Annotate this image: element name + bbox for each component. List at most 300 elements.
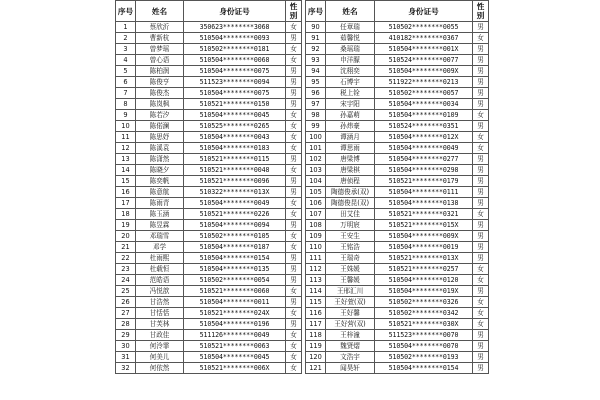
cell-gender: 女 [286, 242, 302, 253]
table-row [116, 220, 302, 231]
cell-id: 510521********0150 [184, 99, 286, 110]
cell-gender: 女 [286, 121, 302, 132]
cell-name: 孙嘉萌 [326, 110, 375, 121]
cell-seq: 116 [306, 308, 326, 319]
cell-id: 510504********0045 [184, 352, 286, 363]
cell-name: 闻昊轩 [326, 363, 375, 374]
cell-name: 何美儿 [136, 352, 184, 363]
cell-id: 510504********0154 [375, 363, 473, 374]
cell-gender: 男 [286, 154, 302, 165]
cell-name: 王好营(双) [326, 319, 375, 330]
cell-name: 沈栩奕 [326, 66, 375, 77]
cell-seq: 102 [306, 154, 326, 165]
cell-name: 曾心语 [136, 55, 184, 66]
cell-gender: 女 [286, 363, 302, 374]
cell-seq: 93 [306, 55, 326, 66]
cell-name: 宋宇阳 [326, 99, 375, 110]
table-row [116, 330, 302, 341]
cell-seq: 121 [306, 363, 326, 374]
cell-name: 陈溪袁 [136, 143, 184, 154]
cell-seq: 14 [116, 165, 136, 176]
cell-id: 511523********0070 [375, 330, 473, 341]
cell-gender: 男 [286, 253, 302, 264]
cell-id: 510521********024X [184, 308, 286, 319]
cell-id: 510322********013X [184, 187, 286, 198]
cell-seq: 96 [306, 88, 326, 99]
cell-name: 何泠霏 [136, 341, 184, 352]
cell-seq: 105 [306, 187, 326, 198]
cell-name: 唐梁博 [326, 154, 375, 165]
cell-seq: 19 [116, 220, 136, 231]
cell-seq: 117 [306, 319, 326, 330]
cell-name: 杜载恒 [136, 264, 184, 275]
cell-gender: 女 [473, 319, 489, 330]
cell-name: 陈玉涵 [136, 209, 184, 220]
header-row [116, 1, 302, 22]
cell-seq: 27 [116, 308, 136, 319]
cell-seq: 110 [306, 242, 326, 253]
table-row [306, 242, 489, 253]
cell-name: 王好馨 [326, 308, 375, 319]
cell-id: 510502********0193 [375, 352, 473, 363]
cell-seq: 1 [116, 22, 136, 33]
cell-id: 510502********0105 [184, 231, 286, 242]
cell-gender: 女 [473, 275, 489, 286]
header-gender: 性别 [473, 1, 489, 22]
table-row [116, 275, 302, 286]
cell-id: 510504********0043 [184, 132, 286, 143]
header-name: 姓名 [136, 1, 184, 22]
cell-seq: 95 [306, 77, 326, 88]
table-row [306, 319, 489, 330]
table-row [306, 253, 489, 264]
cell-id: 510504********0011 [184, 297, 286, 308]
cell-id: 510504********0111 [375, 187, 473, 198]
cell-seq: 26 [116, 297, 136, 308]
cell-id: 511523********0094 [184, 77, 286, 88]
cell-id: 510504********0138 [375, 198, 473, 209]
header-name: 姓名 [326, 1, 375, 22]
cell-id: 510524********0077 [375, 55, 473, 66]
cell-name: 曾梦瑶 [136, 44, 184, 55]
roster-table-right [305, 0, 489, 374]
table-row [116, 198, 302, 209]
cell-name: 任章瑞 [326, 22, 375, 33]
table-row [116, 143, 302, 154]
cell-seq: 15 [116, 176, 136, 187]
cell-id: 510504********0075 [184, 88, 286, 99]
cell-name: 陈俊亨 [136, 77, 184, 88]
cell-id: 510521********0060 [184, 286, 286, 297]
cell-seq: 8 [116, 99, 136, 110]
roster-table-left [115, 0, 302, 374]
table-row [116, 363, 302, 374]
cell-id: 510504********0093 [184, 33, 286, 44]
cell-seq: 120 [306, 352, 326, 363]
table-row [306, 286, 489, 297]
cell-gender: 女 [286, 143, 302, 154]
table-row [116, 77, 302, 88]
table-row [306, 22, 489, 33]
cell-name: 陈潇然 [136, 154, 184, 165]
cell-name: 陈俊杰 [136, 88, 184, 99]
header-id: 身份证号 [375, 1, 473, 22]
table-row [306, 99, 489, 110]
cell-seq: 6 [116, 77, 136, 88]
cell-name: 税上铨 [326, 88, 375, 99]
cell-name: 王好萱(双) [326, 297, 375, 308]
cell-gender: 男 [473, 242, 489, 253]
cell-name: 申洋朦 [326, 55, 375, 66]
cell-id: 511126********0049 [184, 330, 286, 341]
table-row [306, 352, 489, 363]
table-row [116, 264, 302, 275]
table-row [306, 275, 489, 286]
cell-name: 石博宇 [326, 77, 375, 88]
table-row [306, 66, 489, 77]
cell-id: 510504********0034 [375, 99, 473, 110]
cell-seq: 111 [306, 253, 326, 264]
table-row [306, 33, 489, 44]
table-row [116, 308, 302, 319]
cell-seq: 115 [306, 297, 326, 308]
cell-name: 王馨媛 [326, 275, 375, 286]
cell-gender: 男 [473, 253, 489, 264]
cell-id: 510521********013X [375, 253, 473, 264]
cell-name: 甘浩然 [136, 297, 184, 308]
cell-gender: 男 [473, 286, 489, 297]
cell-gender: 女 [473, 132, 489, 143]
cell-name: 邓瑞雪 [136, 231, 184, 242]
cell-gender: 女 [286, 22, 302, 33]
cell-name: 王梓潼 [326, 330, 375, 341]
cell-name: 陈昱霖 [136, 220, 184, 231]
cell-id: 510504********0049 [184, 198, 286, 209]
cell-gender: 女 [473, 143, 489, 154]
cell-name: 王邢汇川 [326, 286, 375, 297]
cell-seq: 29 [116, 330, 136, 341]
cell-name: 王瑞奇 [326, 253, 375, 264]
cell-seq: 13 [116, 154, 136, 165]
cell-gender: 女 [286, 330, 302, 341]
table-row [116, 297, 302, 308]
table-row [306, 231, 489, 242]
cell-gender: 男 [473, 121, 489, 132]
cell-name: 陈岚枫 [136, 99, 184, 110]
cell-name: 陈思妤 [136, 132, 184, 143]
cell-seq: 18 [116, 209, 136, 220]
cell-name: 陈奕帆 [136, 176, 184, 187]
cell-name: 陈意航 [136, 187, 184, 198]
cell-gender: 女 [473, 33, 489, 44]
table-row [116, 242, 302, 253]
table-row [306, 132, 489, 143]
table-row [116, 33, 302, 44]
header-gender: 性别 [286, 1, 302, 22]
cell-seq: 119 [306, 341, 326, 352]
cell-gender: 男 [473, 341, 489, 352]
cell-id: 510504********0019 [375, 242, 473, 253]
cell-gender: 男 [473, 22, 489, 33]
table-row [306, 121, 489, 132]
cell-gender: 男 [473, 154, 489, 165]
cell-gender: 男 [473, 66, 489, 77]
cell-id: 510504********0154 [184, 253, 286, 264]
cell-id: 510521********0257 [375, 264, 473, 275]
cell-gender: 女 [473, 264, 489, 275]
cell-gender: 男 [286, 88, 302, 99]
cell-id: 510504********0070 [375, 341, 473, 352]
cell-id: 510504********0075 [184, 66, 286, 77]
table-row [306, 110, 489, 121]
table-row [306, 209, 489, 220]
cell-id: 510521********0226 [184, 209, 286, 220]
cell-seq: 100 [306, 132, 326, 143]
cell-gender: 男 [473, 55, 489, 66]
cell-gender: 女 [473, 209, 489, 220]
cell-gender: 男 [473, 220, 489, 231]
cell-id: 510504********0109 [375, 110, 473, 121]
cell-id: 510504********0094 [184, 220, 286, 231]
table-row [116, 22, 302, 33]
cell-id: 510521********0048 [184, 165, 286, 176]
cell-seq: 106 [306, 198, 326, 209]
cell-id: 510504********0049 [375, 143, 473, 154]
cell-gender: 女 [286, 231, 302, 242]
cell-id: 350623********3068 [184, 22, 286, 33]
table-row [306, 330, 489, 341]
cell-name: 曹新杭 [136, 33, 184, 44]
cell-id: 510521********006X [184, 363, 286, 374]
cell-id: 510502********0326 [375, 297, 473, 308]
cell-gender: 男 [286, 66, 302, 77]
cell-id: 510504********0298 [375, 165, 473, 176]
cell-gender: 男 [473, 88, 489, 99]
cell-gender: 男 [286, 99, 302, 110]
cell-gender: 女 [473, 297, 489, 308]
cell-seq: 23 [116, 264, 136, 275]
cell-id: 510521********0321 [375, 209, 473, 220]
cell-gender: 女 [286, 44, 302, 55]
cell-seq: 30 [116, 341, 136, 352]
table-row [116, 176, 302, 187]
cell-name: 杜雨熙 [136, 253, 184, 264]
cell-name: 陈偌澜 [136, 121, 184, 132]
cell-seq: 113 [306, 275, 326, 286]
cell-id: 510504********0277 [375, 154, 473, 165]
cell-seq: 11 [116, 132, 136, 143]
cell-gender: 男 [473, 44, 489, 55]
table-row [306, 198, 489, 209]
cell-seq: 114 [306, 286, 326, 297]
cell-gender: 男 [286, 176, 302, 187]
cell-id: 510504********0120 [375, 275, 473, 286]
cell-gender: 男 [473, 363, 489, 374]
cell-name: 文浩宇 [326, 352, 375, 363]
table-row [116, 55, 302, 66]
cell-name: 桑瑶瑞 [326, 44, 375, 55]
table-row [306, 363, 489, 374]
table-row [116, 286, 302, 297]
header-row [306, 1, 489, 22]
cell-name: 陶德俊承(双) [326, 187, 375, 198]
cell-gender: 男 [473, 176, 489, 187]
table-row [116, 231, 302, 242]
cell-seq: 32 [116, 363, 136, 374]
table-row [116, 66, 302, 77]
cell-id: 510521********030X [375, 319, 473, 330]
cell-name: 陈若汐 [136, 110, 184, 121]
cell-gender: 女 [286, 209, 302, 220]
cell-seq: 101 [306, 143, 326, 154]
cell-seq: 24 [116, 275, 136, 286]
cell-seq: 3 [116, 44, 136, 55]
table-row [306, 308, 489, 319]
cell-seq: 25 [116, 286, 136, 297]
cell-gender: 女 [286, 341, 302, 352]
cell-gender: 女 [473, 110, 489, 121]
cell-id: 510521********015X [375, 220, 473, 231]
cell-name: 谭思雨 [326, 143, 375, 154]
cell-name: 何依然 [136, 363, 184, 374]
cell-name: 甘政佳 [136, 330, 184, 341]
cell-name: 范皓语 [136, 275, 184, 286]
cell-seq: 9 [116, 110, 136, 121]
header-seq: 序号 [306, 1, 326, 22]
cell-id: 510504********0183 [184, 143, 286, 154]
cell-gender: 男 [286, 77, 302, 88]
cell-gender: 男 [286, 33, 302, 44]
cell-id: 510502********0181 [184, 44, 286, 55]
cell-name: 甘芙林 [136, 319, 184, 330]
cell-id: 510504********0135 [184, 264, 286, 275]
cell-id: 510504********001X [375, 44, 473, 55]
cell-id: 510502********0054 [184, 275, 286, 286]
cell-name: 谭涵月 [326, 132, 375, 143]
table-row [116, 132, 302, 143]
cell-seq: 112 [306, 264, 326, 275]
cell-gender: 男 [473, 352, 489, 363]
cell-name: 唐梁棋 [326, 165, 375, 176]
cell-id: 511922********0213 [375, 77, 473, 88]
cell-id: 510504********0187 [184, 242, 286, 253]
cell-name: 冯悦歆 [136, 286, 184, 297]
cell-gender: 女 [286, 308, 302, 319]
table-row [116, 99, 302, 110]
table-row [116, 88, 302, 99]
cell-name: 魏贤熠 [326, 341, 375, 352]
cell-seq: 104 [306, 176, 326, 187]
cell-name: 唐侦程 [326, 176, 375, 187]
cell-seq: 90 [306, 22, 326, 33]
cell-id: 510502********0055 [375, 22, 473, 33]
cell-name: 王铭浩 [326, 242, 375, 253]
cell-seq: 91 [306, 33, 326, 44]
cell-gender: 女 [286, 352, 302, 363]
table-row [306, 143, 489, 154]
table-row [116, 165, 302, 176]
cell-gender: 男 [473, 198, 489, 209]
cell-seq: 92 [306, 44, 326, 55]
cell-gender: 女 [286, 110, 302, 121]
cell-id: 510502********0057 [375, 88, 473, 99]
table-row [116, 187, 302, 198]
header-seq: 序号 [116, 1, 136, 22]
cell-gender: 男 [286, 187, 302, 198]
table-row [116, 352, 302, 363]
cell-name: 田艾佳 [326, 209, 375, 220]
cell-gender: 女 [286, 132, 302, 143]
cell-id: 510525********0265 [184, 121, 286, 132]
cell-gender: 女 [286, 198, 302, 209]
cell-id: 510504********012X [375, 132, 473, 143]
cell-id: 510521********0115 [184, 154, 286, 165]
table-row [116, 154, 302, 165]
cell-seq: 28 [116, 319, 136, 330]
cell-seq: 99 [306, 121, 326, 132]
cell-name: 甘恬恬 [136, 308, 184, 319]
cell-seq: 22 [116, 253, 136, 264]
cell-id: 510504********009X [375, 231, 473, 242]
table-row [306, 154, 489, 165]
cell-name: 王姝媛 [326, 264, 375, 275]
table-row [306, 44, 489, 55]
cell-gender: 男 [473, 165, 489, 176]
cell-seq: 118 [306, 330, 326, 341]
cell-id: 410182********0367 [375, 33, 473, 44]
header-id: 身份证号 [184, 1, 286, 22]
cell-gender: 女 [286, 286, 302, 297]
cell-seq: 2 [116, 33, 136, 44]
cell-name: 陈晓夕 [136, 165, 184, 176]
cell-seq: 21 [116, 242, 136, 253]
cell-seq: 5 [116, 66, 136, 77]
cell-seq: 97 [306, 99, 326, 110]
cell-seq: 31 [116, 352, 136, 363]
cell-seq: 108 [306, 220, 326, 231]
cell-seq: 98 [306, 110, 326, 121]
cell-gender: 男 [286, 220, 302, 231]
table-row [116, 110, 302, 121]
table-row [306, 341, 489, 352]
cell-id: 510504********0196 [184, 319, 286, 330]
cell-gender: 男 [473, 99, 489, 110]
cell-id: 510521********0096 [184, 176, 286, 187]
table-row [306, 220, 489, 231]
cell-name: 陶德俊昆(双) [326, 198, 375, 209]
cell-seq: 20 [116, 231, 136, 242]
table-row [116, 44, 302, 55]
cell-id: 510524********0351 [375, 121, 473, 132]
table-row [306, 88, 489, 99]
cell-id: 510504********0068 [184, 55, 286, 66]
table-row [116, 253, 302, 264]
table-row [306, 264, 489, 275]
cell-id: 510521********0063 [184, 341, 286, 352]
table-row [116, 209, 302, 220]
cell-gender: 男 [286, 297, 302, 308]
cell-name: 邓学 [136, 242, 184, 253]
cell-seq: 17 [116, 198, 136, 209]
cell-name: 王安生 [326, 231, 375, 242]
cell-id: 510502********0342 [375, 308, 473, 319]
cell-seq: 12 [116, 143, 136, 154]
cell-name: 孙炜豪 [326, 121, 375, 132]
cell-gender: 男 [473, 187, 489, 198]
table-row [306, 187, 489, 198]
cell-seq: 7 [116, 88, 136, 99]
cell-seq: 94 [306, 66, 326, 77]
